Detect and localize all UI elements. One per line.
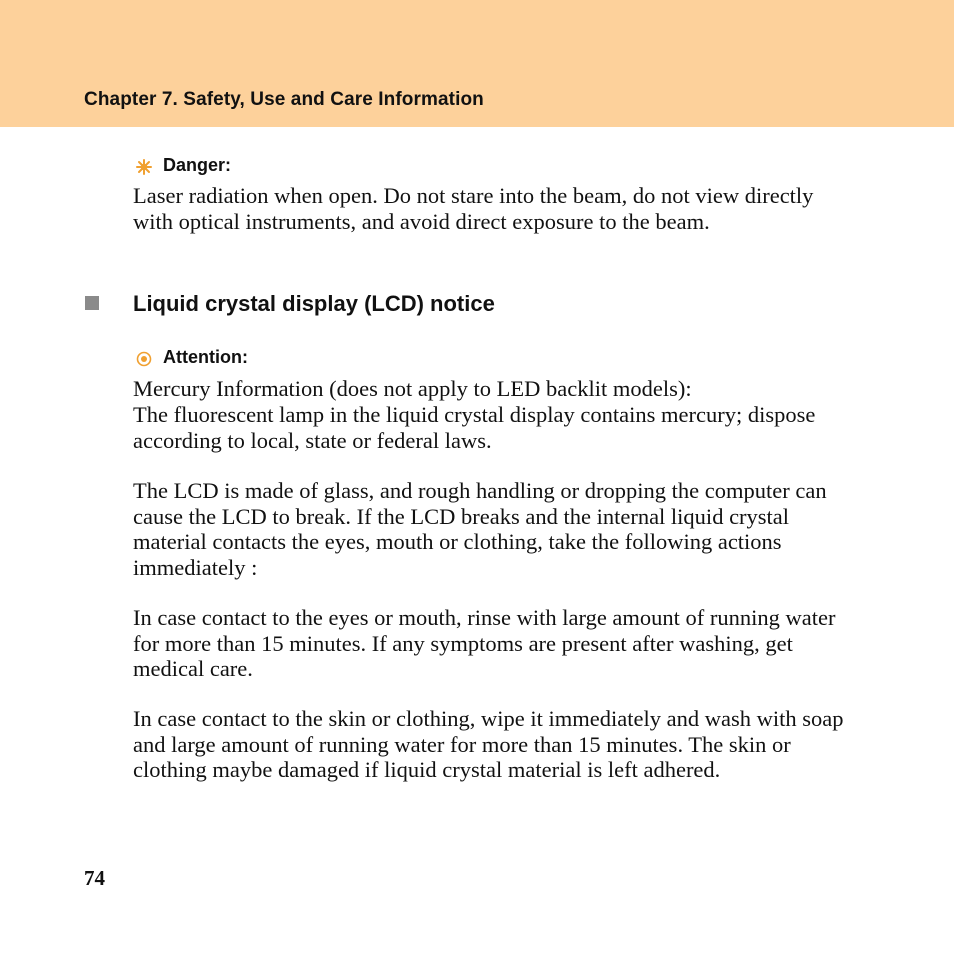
attention-line-2: The fluorescent lamp in the liquid crystal display contains mercury; dispose according to local, state or federal laws. bbox=[133, 402, 816, 453]
chapter-header-band bbox=[0, 0, 954, 127]
danger-text: Laser radiation when open. Do not stare into the beam, do not view directly with optical instruments, and avoid direct exposure to the beam. bbox=[133, 183, 814, 234]
chapter-title: Chapter 7. Safety, Use and Care Information bbox=[84, 89, 484, 110]
page-number: 74 bbox=[84, 866, 105, 890]
eyes-mouth-paragraph: In case contact to the eyes or mouth, rinse with large amount of running water for more than 15 minutes. If any symptoms are present after washing, get medical care. bbox=[133, 605, 836, 681]
sun-burst-icon bbox=[136, 159, 152, 175]
lcd-glass-paragraph: The LCD is made of glass, and rough handling or dropping the computer can cause the LCD to break. If the LCD breaks and the internal liquid crystal material contacts the eyes, mouth or clothing, take the following actions immediately : bbox=[133, 478, 827, 580]
section-title: Liquid crystal display (LCD) notice bbox=[133, 291, 495, 316]
section-bullet bbox=[85, 296, 99, 310]
attention-label: Attention: bbox=[163, 347, 248, 367]
skin-clothing-paragraph: In case contact to the skin or clothing, wipe it immediately and wash with soap and large amount of running water for more than 15 minutes. The skin or clothing maybe damaged if liquid crystal material is left adhered. bbox=[133, 706, 844, 782]
attention-line-1: Mercury Information (does not apply to LED backlit models): bbox=[133, 376, 692, 401]
danger-label: Danger: bbox=[163, 155, 232, 175]
target-circle-icon bbox=[136, 351, 152, 367]
